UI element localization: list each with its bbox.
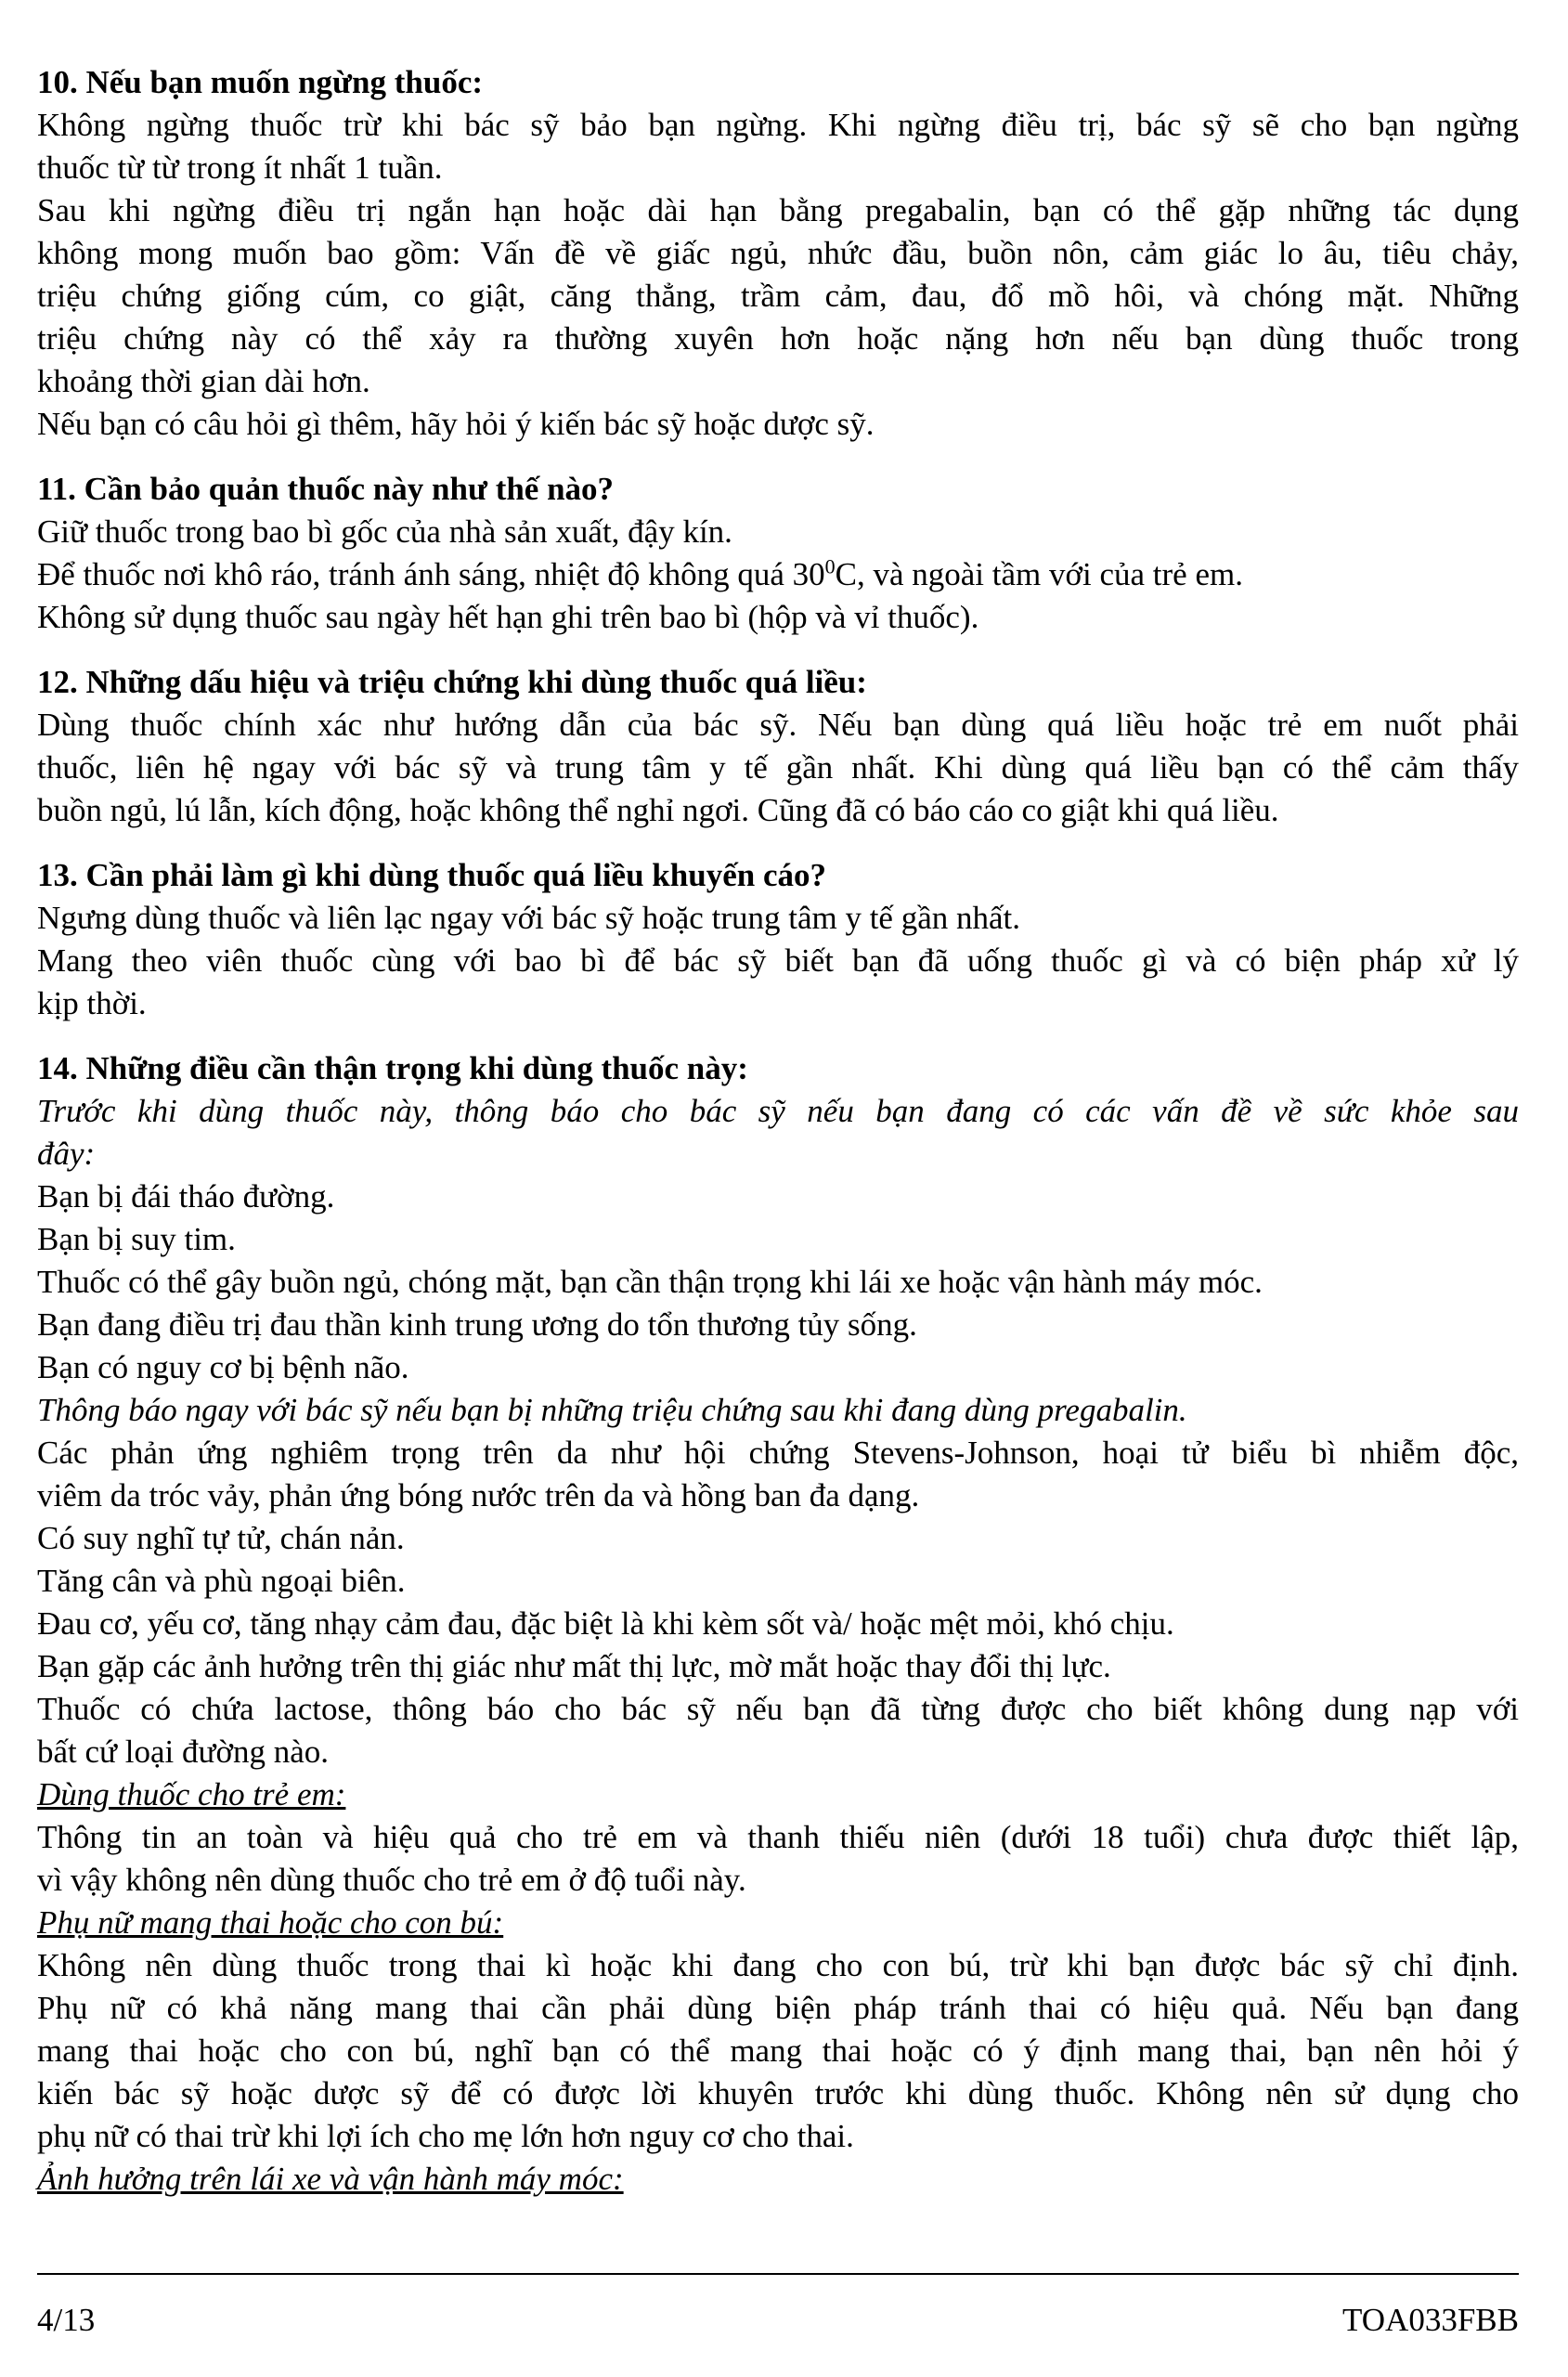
paragraph-line: Không nên dùng thuốc trong thai kì hoặc khi đang cho con bú, trừ khi bạn được bác sỹ chỉ định. xyxy=(37,1947,1519,1983)
driving-subheading-line xyxy=(37,2158,1519,2201)
paragraph-line: buồn ngủ, lú lẫn, kích động, hoặc không thể nghỉ ngơi. Cũng đã có báo cáo co giật khi quá liều. xyxy=(37,792,1279,828)
list-item: Đau cơ, yếu cơ, tăng nhạy cảm đau, đặc biệt là khi kèm sốt và/ hoặc mệt mỏi, khó chịu. xyxy=(37,1605,1174,1642)
paragraph-line: kịp thời. xyxy=(37,985,147,1021)
paragraph-line: không mong muốn bao gồm: Vấn đề về giấc ngủ, nhức đầu, buồn nôn, cảm giác lo âu, tiêu chảy, xyxy=(37,235,1519,271)
section-12 xyxy=(37,661,1519,832)
paragraph-line: Giữ thuốc trong bao bì gốc của nhà sản xuất, đậy kín. xyxy=(37,513,732,550)
page-number: 4/13 xyxy=(37,2302,96,2338)
paragraph-line: thuốc, liên hệ ngay với bác sỹ và trung tâm y tế gần nhất. Khi dùng quá liều bạn có thể cảm thấy xyxy=(37,749,1519,786)
section-14 xyxy=(37,1047,1519,2201)
italic-intro-line: Trước khi dùng thuốc này, thông báo cho bác sỹ nếu bạn đang có các vấn đề về sức khỏe sau xyxy=(37,1093,1519,1129)
paragraph-line: phụ nữ có thai trừ khi lợi ích cho mẹ lớn hơn nguy cơ cho thai. xyxy=(37,2118,854,2154)
paragraph-line: Nếu bạn có câu hỏi gì thêm, hãy hỏi ý kiến bác sỹ hoặc dược sỹ. xyxy=(37,406,875,442)
paragraph-line: thuốc từ từ trong ít nhất 1 tuần. xyxy=(37,149,443,186)
list-item: Có suy nghĩ tự tử, chán nản. xyxy=(37,1520,405,1556)
paragraph-line: Không ngừng thuốc trừ khi bác sỹ bảo bạn ngừng. Khi ngừng điều trị, bác sỹ sẽ cho bạn ngừng xyxy=(37,107,1519,143)
section-11-heading: 11. Cần bảo quản thuốc này như thế nào? xyxy=(37,471,615,507)
document-code: TOA033FBB xyxy=(1342,2302,1519,2338)
text-fragment: Để thuốc nơi khô ráo, tránh ánh sáng, nhiệt độ không quá 30 xyxy=(37,556,825,592)
paragraph-line: vì vậy không nên dùng thuốc cho trẻ em ở độ tuổi này. xyxy=(37,1862,746,1898)
pregnancy-subheading: Phụ nữ mang thai hoặc cho con bú: xyxy=(37,1904,504,1941)
paragraph-line: kiến bác sỹ hoặc dược sỹ để có được lời khuyên trước khi dùng thuốc. Không nên sử dụng cho xyxy=(37,2075,1519,2111)
paragraph-line: khoảng thời gian dài hơn. xyxy=(37,363,370,399)
document-body xyxy=(37,61,1519,2223)
paragraph-line: Dùng thuốc chính xác như hướng dẫn của bác sỹ. Nếu bạn dùng quá liều hoặc trẻ em nuốt phải xyxy=(37,707,1519,743)
paragraph-line: Mang theo viên thuốc cùng với bao bì để bác sỹ biết bạn đã uống thuốc gì và có biện pháp xử lý xyxy=(37,942,1519,979)
children-subheading-line xyxy=(37,1773,1519,1816)
section-14-heading: 14. Những điều cần thận trọng khi dùng thuốc này: xyxy=(37,1050,748,1086)
driving-subheading: Ảnh hưởng trên lái xe và vận hành máy móc: xyxy=(37,2161,624,2197)
italic-notice-line: Thông báo ngay với bác sỹ nếu bạn bị những triệu chứng sau khi đang dùng pregabalin. xyxy=(37,1392,1187,1428)
text-fragment: C, và ngoài tầm với của trẻ em. xyxy=(835,556,1243,592)
list-item: Bạn có nguy cơ bị bệnh não. xyxy=(37,1349,409,1385)
list-item: Các phản ứng nghiêm trọng trên da như hội chứng Stevens-Johnson, hoại tử biểu bì nhiễm độc, xyxy=(37,1435,1519,1471)
list-item: Bạn bị suy tim. xyxy=(37,1221,236,1257)
list-item: Thuốc có chứa lactose, thông báo cho bác sỹ nếu bạn đã từng được cho biết không dung nạp với xyxy=(37,1691,1519,1727)
paragraph-line: triệu chứng này có thể xảy ra thường xuyên hơn hoặc nặng hơn nếu bạn dùng thuốc trong xyxy=(37,320,1519,357)
paragraph-line: Ngưng dùng thuốc và liên lạc ngay với bác sỹ hoặc trung tâm y tế gần nhất. xyxy=(37,900,1021,936)
paragraph-line: Thông tin an toàn và hiệu quả cho trẻ em và thanh thiếu niên (dưới 18 tuổi) chưa được thiết lập, xyxy=(37,1819,1519,1855)
section-13 xyxy=(37,854,1519,1025)
superscript-degree: 0 xyxy=(824,554,836,578)
section-10 xyxy=(37,61,1519,446)
list-item: Bạn đang điều trị đau thần kinh trung ương do tổn thương tủy sống. xyxy=(37,1306,917,1343)
list-item: bất cứ loại đường nào. xyxy=(37,1734,330,1770)
list-item: Tăng cân và phù ngoại biên. xyxy=(37,1563,406,1599)
section-12-heading: 12. Những dấu hiệu và triệu chứng khi dùng thuốc quá liều: xyxy=(37,664,867,700)
paragraph-line: mang thai hoặc cho con bú, nghĩ bạn có thể mang thai hoặc có ý định mang thai, bạn nên hỏi ý xyxy=(37,2033,1519,2069)
storage-temperature-line xyxy=(37,553,1519,596)
list-item: Thuốc có thể gây buồn ngủ, chóng mặt, bạn cần thận trọng khi lái xe hoặc vận hành máy móc. xyxy=(37,1264,1263,1300)
section-11 xyxy=(37,468,1519,639)
italic-intro-line: đây: xyxy=(37,1136,96,1172)
section-13-heading: 13. Cần phải làm gì khi dùng thuốc quá liều khuyến cáo? xyxy=(37,857,826,893)
children-subheading: Dùng thuốc cho trẻ em: xyxy=(37,1776,346,1812)
list-item: Bạn gặp các ảnh hưởng trên thị giác như mất thị lực, mờ mắt hoặc thay đổi thị lực. xyxy=(37,1648,1111,1684)
paragraph-line: Sau khi ngừng điều trị ngắn hạn hoặc dài hạn bằng pregabalin, bạn có thể gặp những tác dụng xyxy=(37,192,1519,228)
footer-divider xyxy=(37,2273,1519,2275)
paragraph-line: Không sử dụng thuốc sau ngày hết hạn ghi trên bao bì (hộp và vỉ thuốc). xyxy=(37,599,979,635)
list-item: viêm da tróc vảy, phản ứng bóng nước trên da và hồng ban đa dạng. xyxy=(37,1477,920,1513)
list-item: Bạn bị đái tháo đường. xyxy=(37,1178,335,1214)
section-10-heading: 10. Nếu bạn muốn ngừng thuốc: xyxy=(37,64,484,100)
paragraph-line: Phụ nữ có khả năng mang thai cần phải dùng biện pháp tránh thai có hiệu quả. Nếu bạn đang xyxy=(37,1990,1519,2026)
paragraph-line: triệu chứng giống cúm, co giật, căng thẳng, trầm cảm, đau, đổ mồ hôi, và chóng mặt. Những xyxy=(37,278,1519,314)
pregnancy-subheading-line xyxy=(37,1902,1519,1944)
